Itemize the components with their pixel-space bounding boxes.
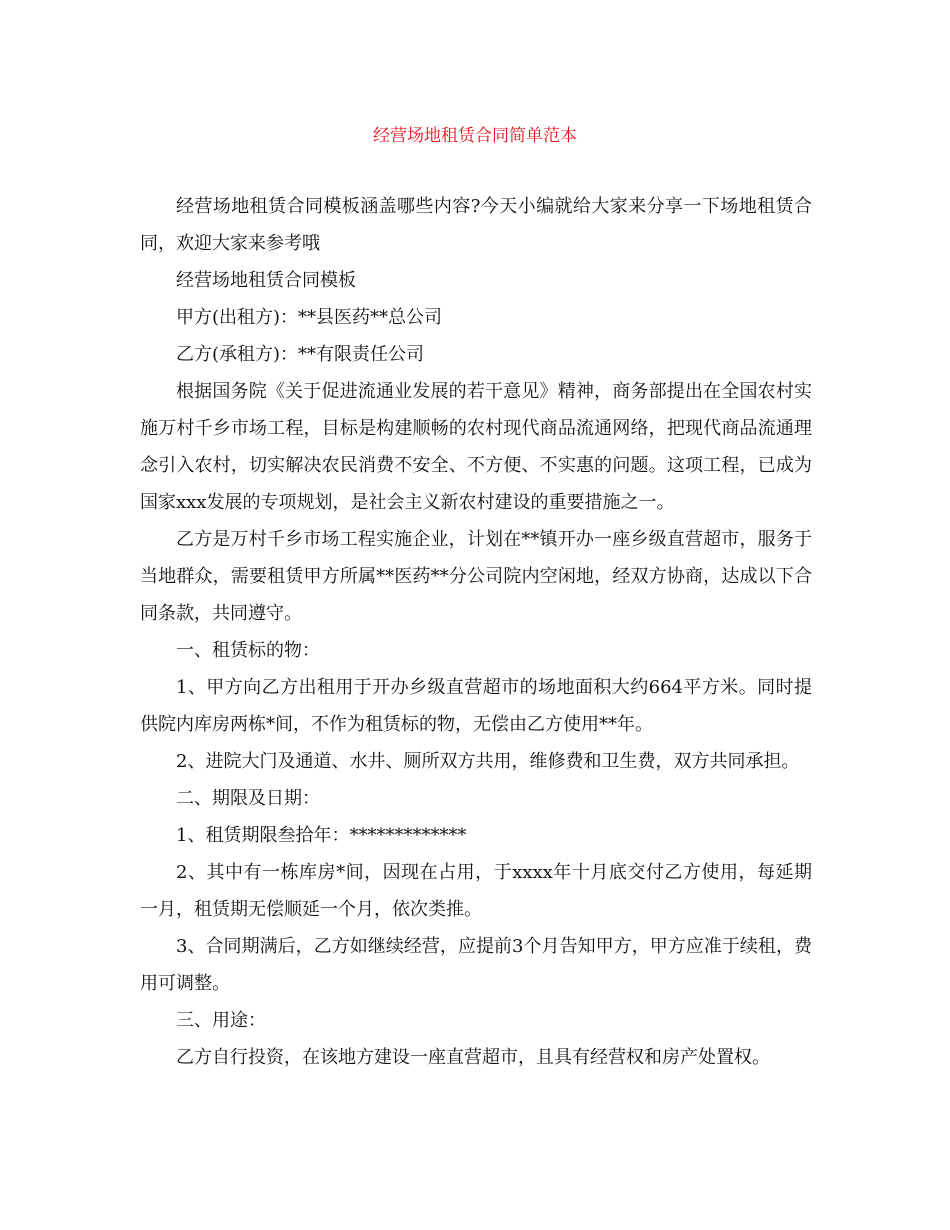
paragraph-background: 根据国务院《关于促进流通业发展的若干意见》精神，商务部提出在全国农村实施万村千乡市场工程，目标是构建顺畅的农村现代商品流通网络，把现代商品流通理念引入农村，切实解决农民消费不安全、不方便、不实惠的问题。这项工程，已成为国家xxx发展的专项规划，是社会主义新农村建设的重要措施之一。	[140, 381, 812, 513]
document-body	[140, 188, 812, 1076]
section-heading-usage: 三、用途：	[176, 1010, 266, 1031]
paragraph-purpose-statement: 乙方是万村千乡市场工程实施企业，计划在**镇开办一座乡级直营超市，服务于当地群众，需要租赁甲方所属**医药**分公司院内空闲地，经双方协商，达成以下合同条款，共同遵守。	[140, 529, 812, 624]
clause-3-1: 乙方自行投资，在该地方建设一座直营超市，且具有经营权和房产处置权。	[176, 1047, 770, 1068]
clause-2-3: 3、合同期满后，乙方如继续经营，应提前3个月告知甲方，甲方应准于续租，费用可调整。	[140, 936, 812, 994]
section-heading-term: 二、期限及日期：	[176, 788, 320, 809]
document-title: 经营场地租赁合同简单范本	[373, 126, 577, 146]
clause-1-1: 1、甲方向乙方出租用于开办乡级直营超市的场地面积大约664平方米。同时提供院内库房两栋*间，不作为租赁标的物，无偿由乙方使用**年。	[140, 677, 812, 735]
paragraph-intro: 经营场地租赁合同模板涵盖哪些内容?今天小编就给大家来分享一下场地租赁合同，欢迎大家来参考哦	[140, 196, 812, 254]
clause-2-2: 2、其中有一栋库房*间，因现在占用，于xxxx年十月底交付乙方使用，每延期一月，租赁期无偿顺延一个月，依次类推。	[140, 862, 812, 920]
clause-2-1: 1、租赁期限叁拾年：*************	[176, 825, 467, 846]
clause-1-2: 2、进院大门及通道、水井、厕所双方共用，维修费和卫生费，双方共同承担。	[176, 751, 800, 772]
paragraph-template-heading: 经营场地租赁合同模板	[176, 270, 356, 291]
paragraph-party-b: 乙方(承租方)：**有限责任公司	[176, 344, 425, 365]
section-heading-lease-object: 一、租赁标的物：	[176, 640, 320, 661]
paragraph-party-a: 甲方(出租方)：**县医药**总公司	[176, 307, 443, 328]
